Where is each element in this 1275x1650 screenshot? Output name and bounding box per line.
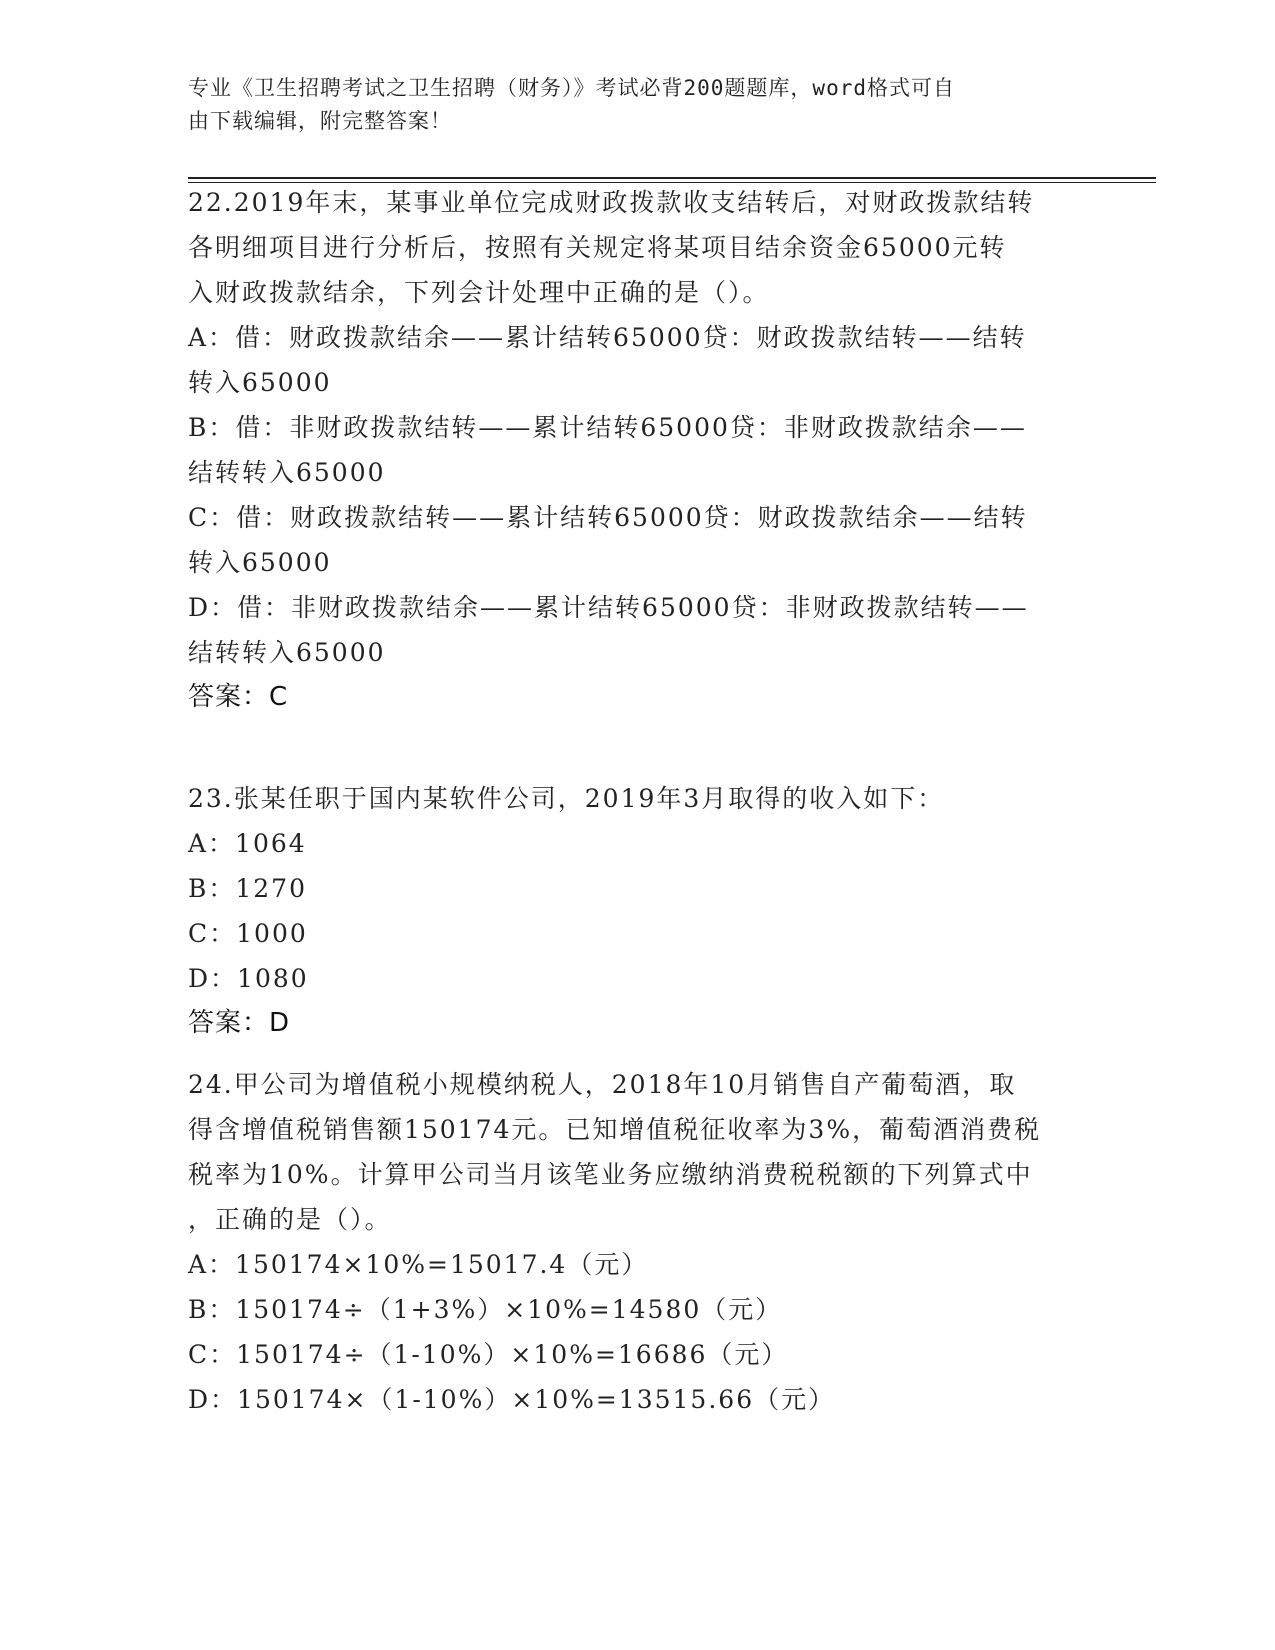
question-stem-line: 入财政拨款结余，下列会计处理中正确的是（）。 <box>188 278 770 307</box>
answer-line: 答案：C <box>188 682 289 712</box>
question-stem-line: 税率为10%。计算甲公司当月该笔业务应缴纳消费税税额的下列算式中 <box>188 1160 1033 1189</box>
answer-line: 答案：D <box>188 1008 291 1038</box>
question-stem-line: 23.张某任职于国内某软件公司，2019年3月取得的收入如下： <box>188 784 945 813</box>
question-stem-line: 得含增值税销售额150174元。已知增值税征收率为3%，葡萄酒消费税 <box>188 1115 1042 1144</box>
option-line: B：1270 <box>188 874 307 903</box>
header-divider-thick <box>188 177 1156 179</box>
option-line: 转入65000 <box>188 548 332 577</box>
question-22 <box>188 180 1088 720</box>
option-line: C：借：财政拨款结转——累计结转65000贷：财政拨款结余——结转 <box>188 503 1028 532</box>
question-stem-line: 22.2019年末，某事业单位完成财政拨款收支结转后，对财政拨款结转 <box>188 188 1035 217</box>
option-line: 转入65000 <box>188 368 332 397</box>
option-line: 结转转入65000 <box>188 458 386 487</box>
option-line: A：1064 <box>188 829 307 858</box>
header-line: 由下载编辑，附完整答案！ <box>188 109 452 133</box>
option-line: D：借：非财政拨款结余——累计结转65000贷：非财政拨款结转—— <box>188 593 1029 622</box>
question-23 <box>188 776 1088 1046</box>
question-stem-line: 各明细项目进行分析后，按照有关规定将某项目结余资金65000元转 <box>188 233 1007 262</box>
option-line: A：借：财政拨款结余——累计结转65000贷：财政拨款结转——结转 <box>188 323 1027 352</box>
option-line: D：1080 <box>188 964 309 993</box>
option-line: B：借：非财政拨款结转——累计结转65000贷：非财政拨款结余—— <box>188 413 1027 442</box>
option-line: 结转转入65000 <box>188 638 386 667</box>
question-stem-line: ，正确的是（）。 <box>188 1205 392 1234</box>
header-line: 专业《卫生招聘考试之卫生招聘（财务）》考试必背200题题库，word格式可自 <box>188 76 955 100</box>
option-line: D：150174×（1-10%）×10%=13515.66（元） <box>188 1385 836 1414</box>
question-24 <box>188 1062 1088 1422</box>
option-line: B：150174÷（1+3%）×10%=14580（元） <box>188 1295 783 1324</box>
option-line: C：1000 <box>188 919 308 948</box>
option-line: A：150174×10%=15017.4（元） <box>188 1250 649 1279</box>
question-stem-line: 24.甲公司为增值税小规模纳税人，2018年10月销售自产葡萄酒，取 <box>188 1070 1017 1099</box>
document-header <box>188 72 1068 138</box>
option-line: C：150174÷（1-10%）×10%=16686（元） <box>188 1340 789 1369</box>
